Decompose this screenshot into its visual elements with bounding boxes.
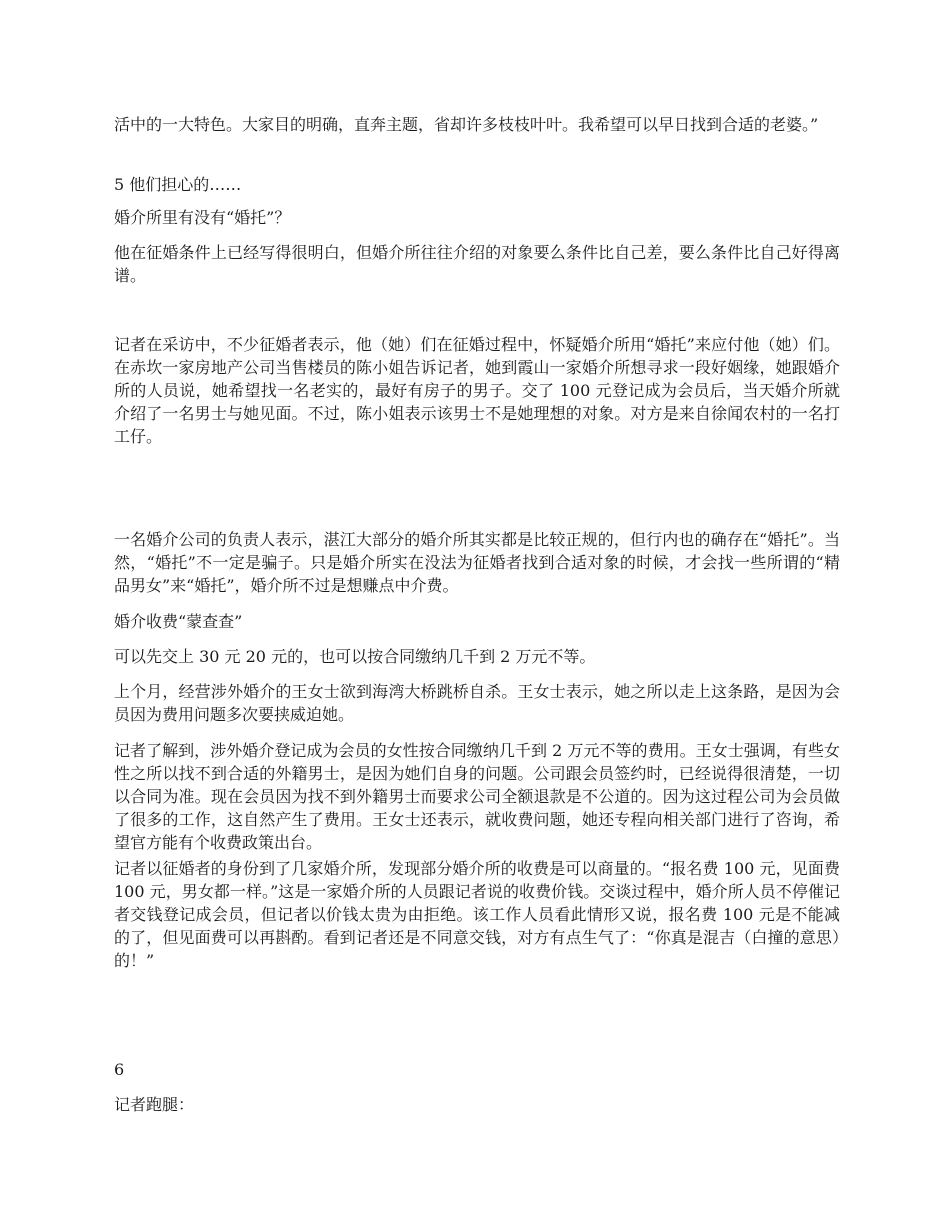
paragraph-reporter-visit: 记者以征婚者的身份到了几家婚介所，发现部分婚介所的收费是可以商量的。“报名费 100 元，见面费 100 元，男女都一样。”这是一家婚介所的人员跟记者说的收费价钱。交谈过程中，婚介所人员不停催记者交钱登记成会员，但记者以价钱太贵为由拒绝。该工作人员看此情形又说，报名费 100 元是不能减的了，但见面费可以再斟酌。看到记者还是不同意交钱，对方有点生气了：“你真是混吉（白撞的意思）的！” <box>114 859 840 970</box>
subheading-reporter-legwork: 记者跑腿： <box>114 1095 195 1114</box>
paragraph-conditions: 他在征婚条件上已经写得很明白，但婚介所往往介绍的对象要么条件比自己差，要么条件比自己好得离谱。 <box>114 243 840 285</box>
section-heading-6: 6 <box>114 1060 125 1079</box>
paragraph-continued-quote: 活中的一大特色。大家目的明确，直奔主题，省却许多枝枝叶叶。我希望可以早日找到合适的老婆。” <box>114 115 819 134</box>
paragraph-fee-range: 可以先交上 30 元 20 元的，也可以按合同缴纳几千到 2 万元不等。 <box>114 647 596 666</box>
paragraph-agency-head: 一名婚介公司的负责人表示，湛江大部分的婚介所其实都是比较正规的，但行内也的确存在“婚托”。当然，“婚托”不一定是骗子。只是婚介所实在没法为征婚者找到合适对象的时候，才会找一些所谓的“精品男女”来“婚托”，婚介所不过是想赚点中介费。 <box>114 530 840 595</box>
subheading-fees: 婚介收费“蒙查查” <box>114 612 243 631</box>
section-heading-5: 5 他们担心的…… <box>114 175 242 194</box>
paragraph-interview-chen: 记者在采访中，不少征婚者表示，他（她）们在征婚过程中，怀疑婚介所用“婚托”来应付他（她）们。在赤坎一家房地产公司当售楼员的陈小姐告诉记者，她到霞山一家婚介所想寻求一段好姻缘，她跟婚介所的人员说，她希望找一名老实的，最好有房子的男子。交了 100 元登记成为会员后，当天婚介所就介绍了一名男士与她见面。不过，陈小姐表示该男士不是她理想的对象。对方是来自徐闻农村的一名打工仔。 <box>114 335 840 446</box>
subheading-matchmaking-shill: 婚介所里有没有“婚托”？ <box>114 208 291 227</box>
paragraph-ms-wang: 上个月，经营涉外婚介的王女士欲到海湾大桥跳桥自杀。王女士表示，她之所以走上这条路，是因为会员因为费用问题多次要挟威迫她。 <box>114 682 840 724</box>
paragraph-foreign-matchmaking: 记者了解到，涉外婚介登记成为会员的女性按合同缴纳几千到 2 万元不等的费用。王女士强调，有些女性之所以找不到合适的外籍男士，是因为她们自身的问题。公司跟会员签约时，已经说得很清楚，一切以合同为准。现在会员因为找不到外籍男士而要求公司全额退款是不公道的。因为这过程公司为会员做了很多的工作，这自然产生了费用。王女士还表示，就收费问题，她还专程向相关部门进行了咨询，希望官方能有个收费政策出台。 <box>114 741 840 852</box>
